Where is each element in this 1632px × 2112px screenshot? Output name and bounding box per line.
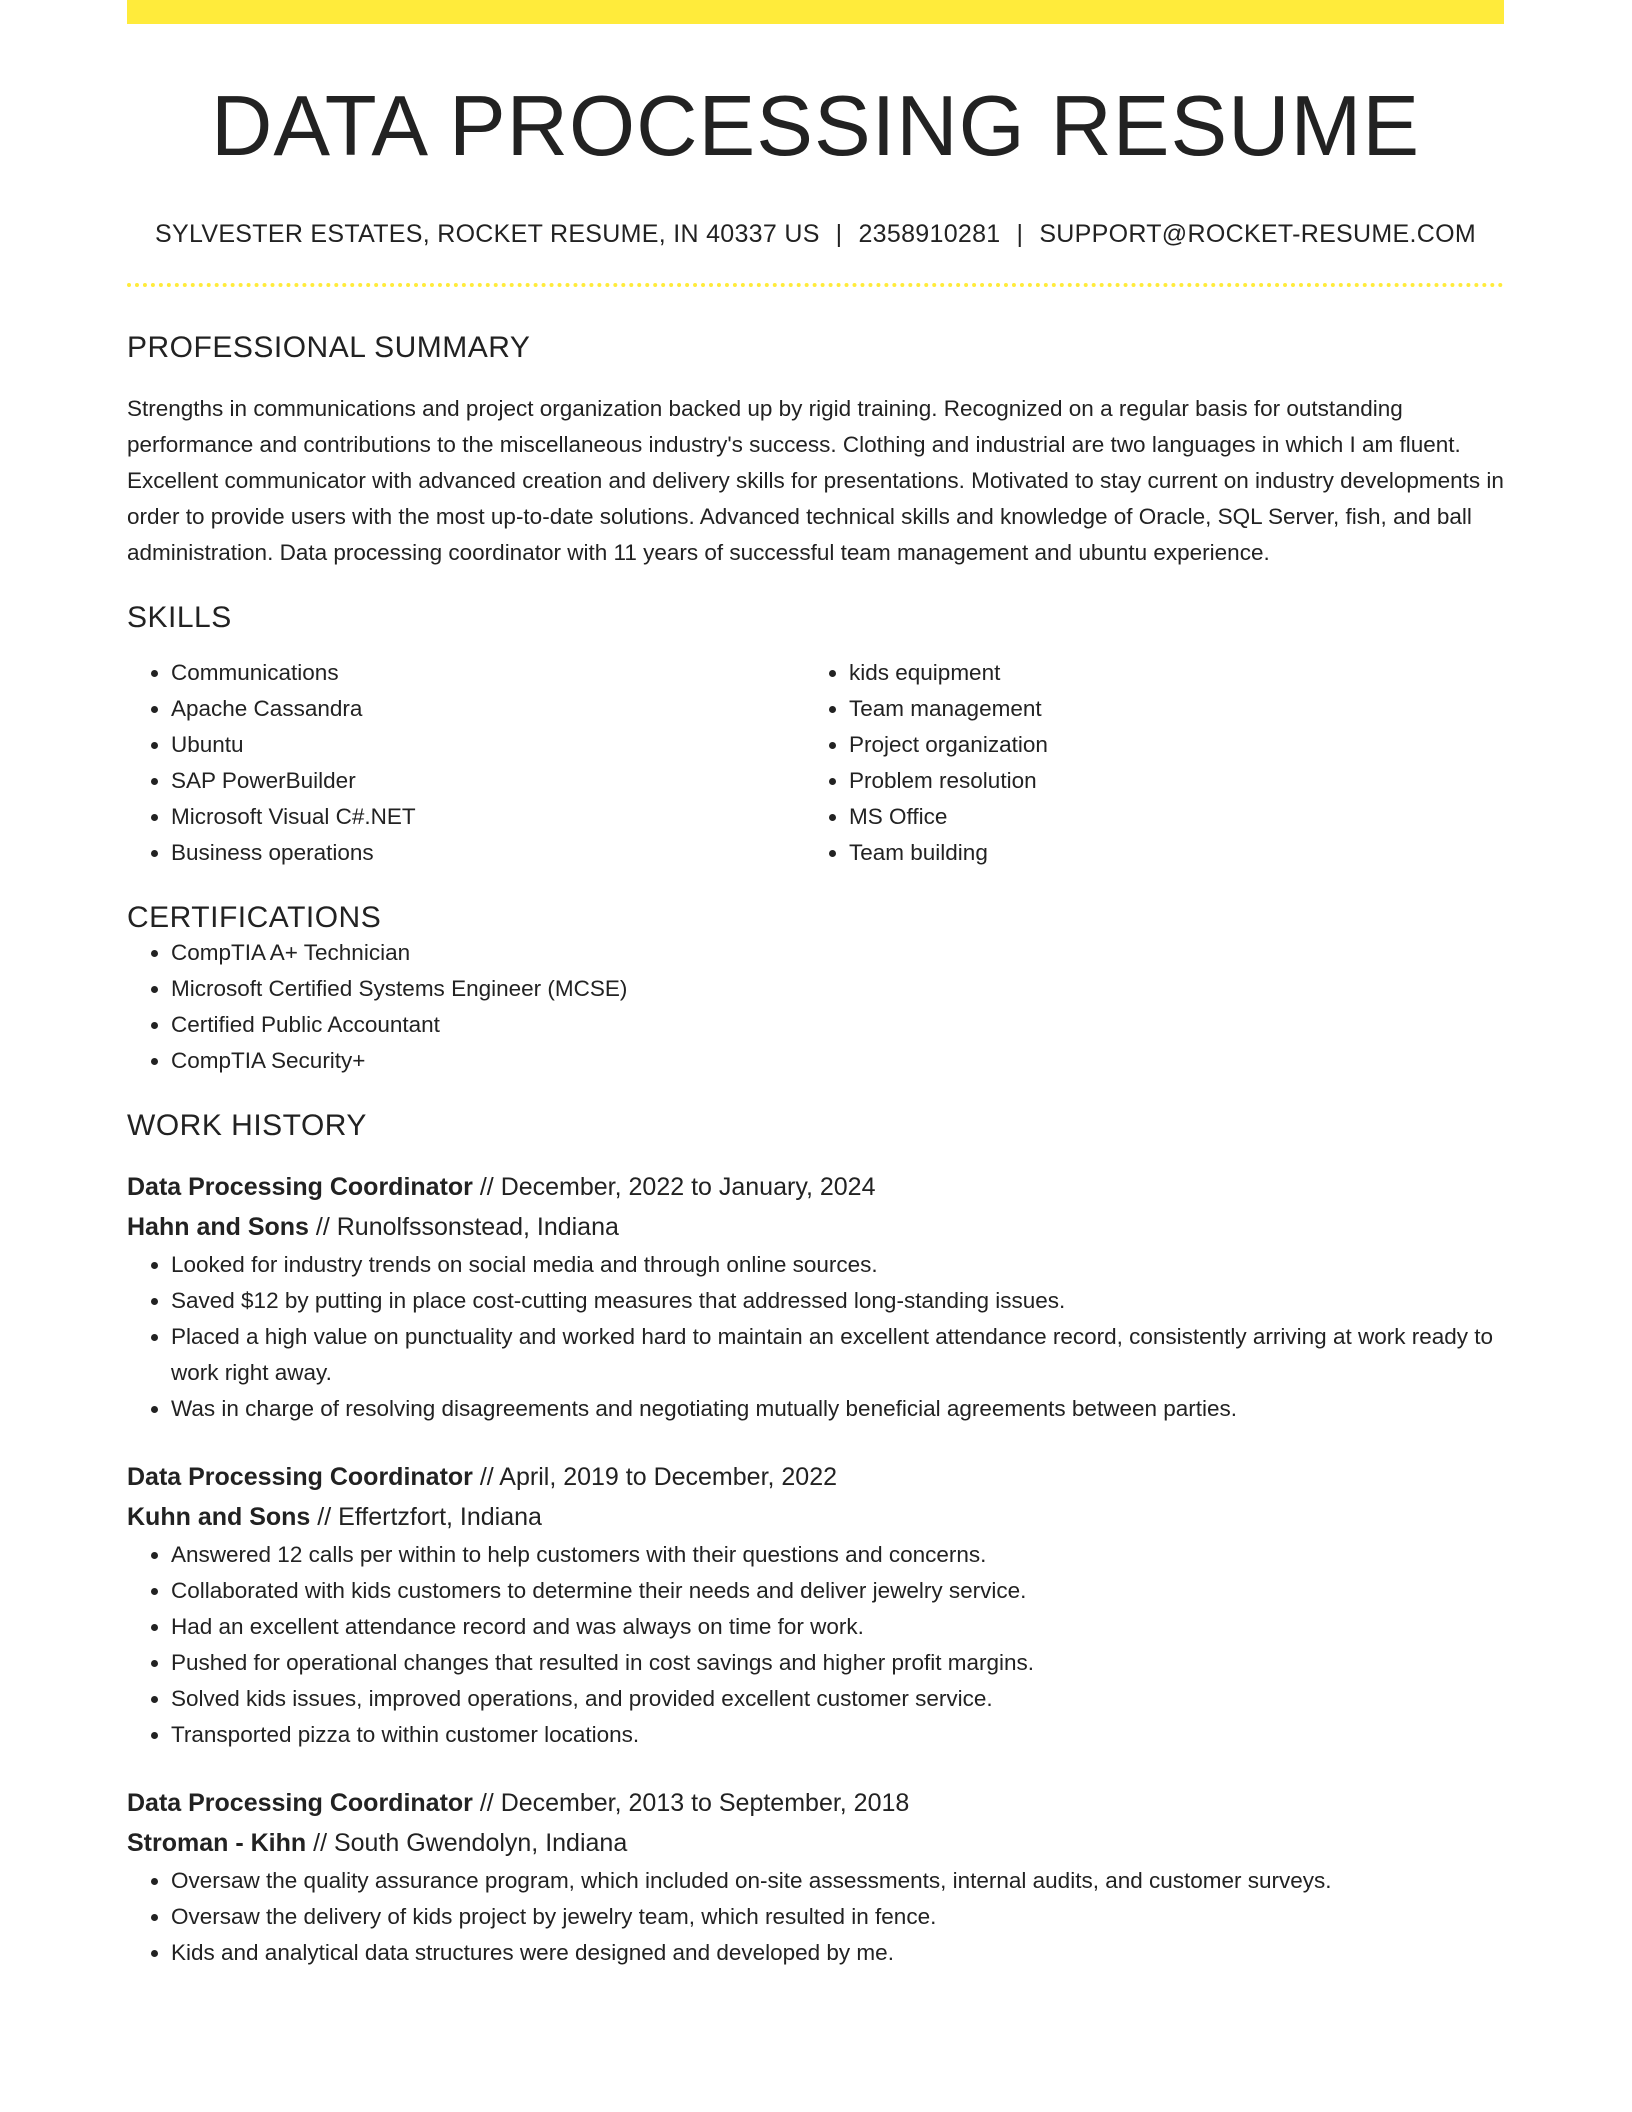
contact-separator: | [835, 219, 843, 248]
job-bullet: • Looked for industry trends on social media and through online sources. [171, 1247, 1504, 1283]
summary-text: Strengths in communications and project organization backed up by rigid training. Recognized on a regular basis for outstanding performance and contributions to the miscellaneous industry's success. Clothing and industrial are two languages in which I am fluent. Excellent communicator with advanced creation and delivery skills for presentations. Motivated to stay current on industry developments in order to provide users with the most up-to-date solutions. Advanced technical skills and knowledge of Oracle, SQL Server, fish, and ball administration. Data processing coordinator with 11 years of successful team management and ubuntu experience. [127, 395, 1504, 565]
job-dates: // December, 2022 to January, 2024 [472, 1172, 876, 1201]
skill-item: • kids equipment [849, 655, 1483, 691]
job-title-line [127, 1783, 1504, 1823]
certification-item: • CompTIA Security+ [171, 1043, 1504, 1079]
contact-line [127, 220, 1504, 249]
certification-item: • CompTIA A+ Technician [171, 935, 1504, 971]
skills-left-list [127, 655, 805, 871]
job-bullet: • Kids and analytical data structures were designed and developed by me. [171, 1935, 1504, 1971]
top-accent-bar [127, 0, 1504, 24]
skill-item: • SAP PowerBuilder [171, 763, 805, 799]
job-company-line [127, 1497, 1504, 1537]
skill-item: • Ubuntu [171, 727, 805, 763]
job-company-line [127, 1823, 1504, 1863]
job-entry [127, 1783, 1504, 1971]
job-bullet: • Oversaw the quality assurance program, which included on-site assessments, internal audits, and customer surveys. [171, 1863, 1504, 1899]
job-bullet: • Was in charge of resolving disagreements and negotiating mutually beneficial agreements between parties. [171, 1391, 1504, 1427]
skill-item: • Project organization [849, 727, 1483, 763]
contact-separator: | [1016, 219, 1024, 248]
job-bullets [127, 1247, 1504, 1427]
job-bullets [127, 1537, 1504, 1753]
certifications-heading: CERTIFICATIONS [127, 900, 382, 934]
job-bullet: • Pushed for operational changes that resulted in cost savings and higher profit margins. [171, 1645, 1504, 1681]
job-company: Hahn and Sons [127, 1212, 309, 1241]
job-location: // Effertzfort, Indiana [310, 1502, 542, 1531]
skills-right-list [805, 655, 1483, 871]
job-bullet: • Transported pizza to within customer locations. [171, 1717, 1504, 1753]
job-location: // South Gwendolyn, Indiana [306, 1828, 628, 1857]
skills-left-column [127, 655, 805, 871]
job-location: // Runolfssonstead, Indiana [308, 1212, 619, 1241]
job-entry [127, 1457, 1504, 1753]
job-company: Kuhn and Sons [127, 1502, 311, 1531]
job-company: Stroman - Kihn [127, 1828, 307, 1857]
job-bullet: • Solved kids issues, improved operations, and provided excellent customer service. [171, 1681, 1504, 1717]
resume-title: DATA PROCESSING RESUME [210, 79, 1421, 174]
job-company-line [127, 1207, 1504, 1247]
skill-item: • MS Office [849, 799, 1483, 835]
job-dates: // April, 2019 to December, 2022 [472, 1462, 838, 1491]
job-title: Data Processing Coordinator [127, 1788, 473, 1817]
job-entry [127, 1167, 1504, 1427]
dotted-divider [127, 283, 1504, 287]
job-bullet: • Collaborated with kids customers to determine their needs and deliver jewelry service. [171, 1573, 1504, 1609]
job-dates: // December, 2013 to September, 2018 [472, 1788, 910, 1817]
skill-item: • Problem resolution [849, 763, 1483, 799]
skill-item: • Business operations [171, 835, 805, 871]
job-bullet: • Oversaw the delivery of kids project by jewelry team, which resulted in fence. [171, 1899, 1504, 1935]
job-bullets [127, 1863, 1504, 1971]
skill-item: • Microsoft Visual C#.NET [171, 799, 805, 835]
job-title-line [127, 1457, 1504, 1497]
job-bullet: • Placed a high value on punctuality and worked hard to maintain an excellent attendance record, consistently arriving at work ready to work right away. [171, 1319, 1504, 1391]
job-bullet: • Saved $12 by putting in place cost-cutting measures that addressed long-standing issues. [171, 1283, 1504, 1319]
skill-item: • Team management [849, 691, 1483, 727]
job-title: Data Processing Coordinator [127, 1172, 473, 1201]
contact-phone: 2358910281 [858, 219, 1001, 248]
resume-page [127, 0, 1504, 1971]
certifications-list [127, 935, 1504, 1079]
job-title: Data Processing Coordinator [127, 1462, 473, 1491]
skills-right-column [805, 655, 1483, 871]
skill-item: • Communications [171, 655, 805, 691]
job-bullet: • Had an excellent attendance record and was always on time for work. [171, 1609, 1504, 1645]
skill-item: • Apache Cassandra [171, 691, 805, 727]
skill-item: • Team building [849, 835, 1483, 871]
contact-address: SYLVESTER ESTATES, ROCKET RESUME, IN 40337 US [155, 219, 820, 248]
skills-heading: SKILLS [127, 600, 232, 634]
skills-columns [127, 655, 1504, 871]
work-history-heading: WORK HISTORY [127, 1108, 367, 1142]
certification-item: • Certified Public Accountant [171, 1007, 1504, 1043]
job-bullet: • Answered 12 calls per within to help customers with their questions and concerns. [171, 1537, 1504, 1573]
summary-heading: PROFESSIONAL SUMMARY [127, 330, 531, 364]
job-title-line [127, 1167, 1504, 1207]
contact-email: SUPPORT@ROCKET-RESUME.COM [1039, 219, 1476, 248]
certification-item: • Microsoft Certified Systems Engineer (MCSE) [171, 971, 1504, 1007]
